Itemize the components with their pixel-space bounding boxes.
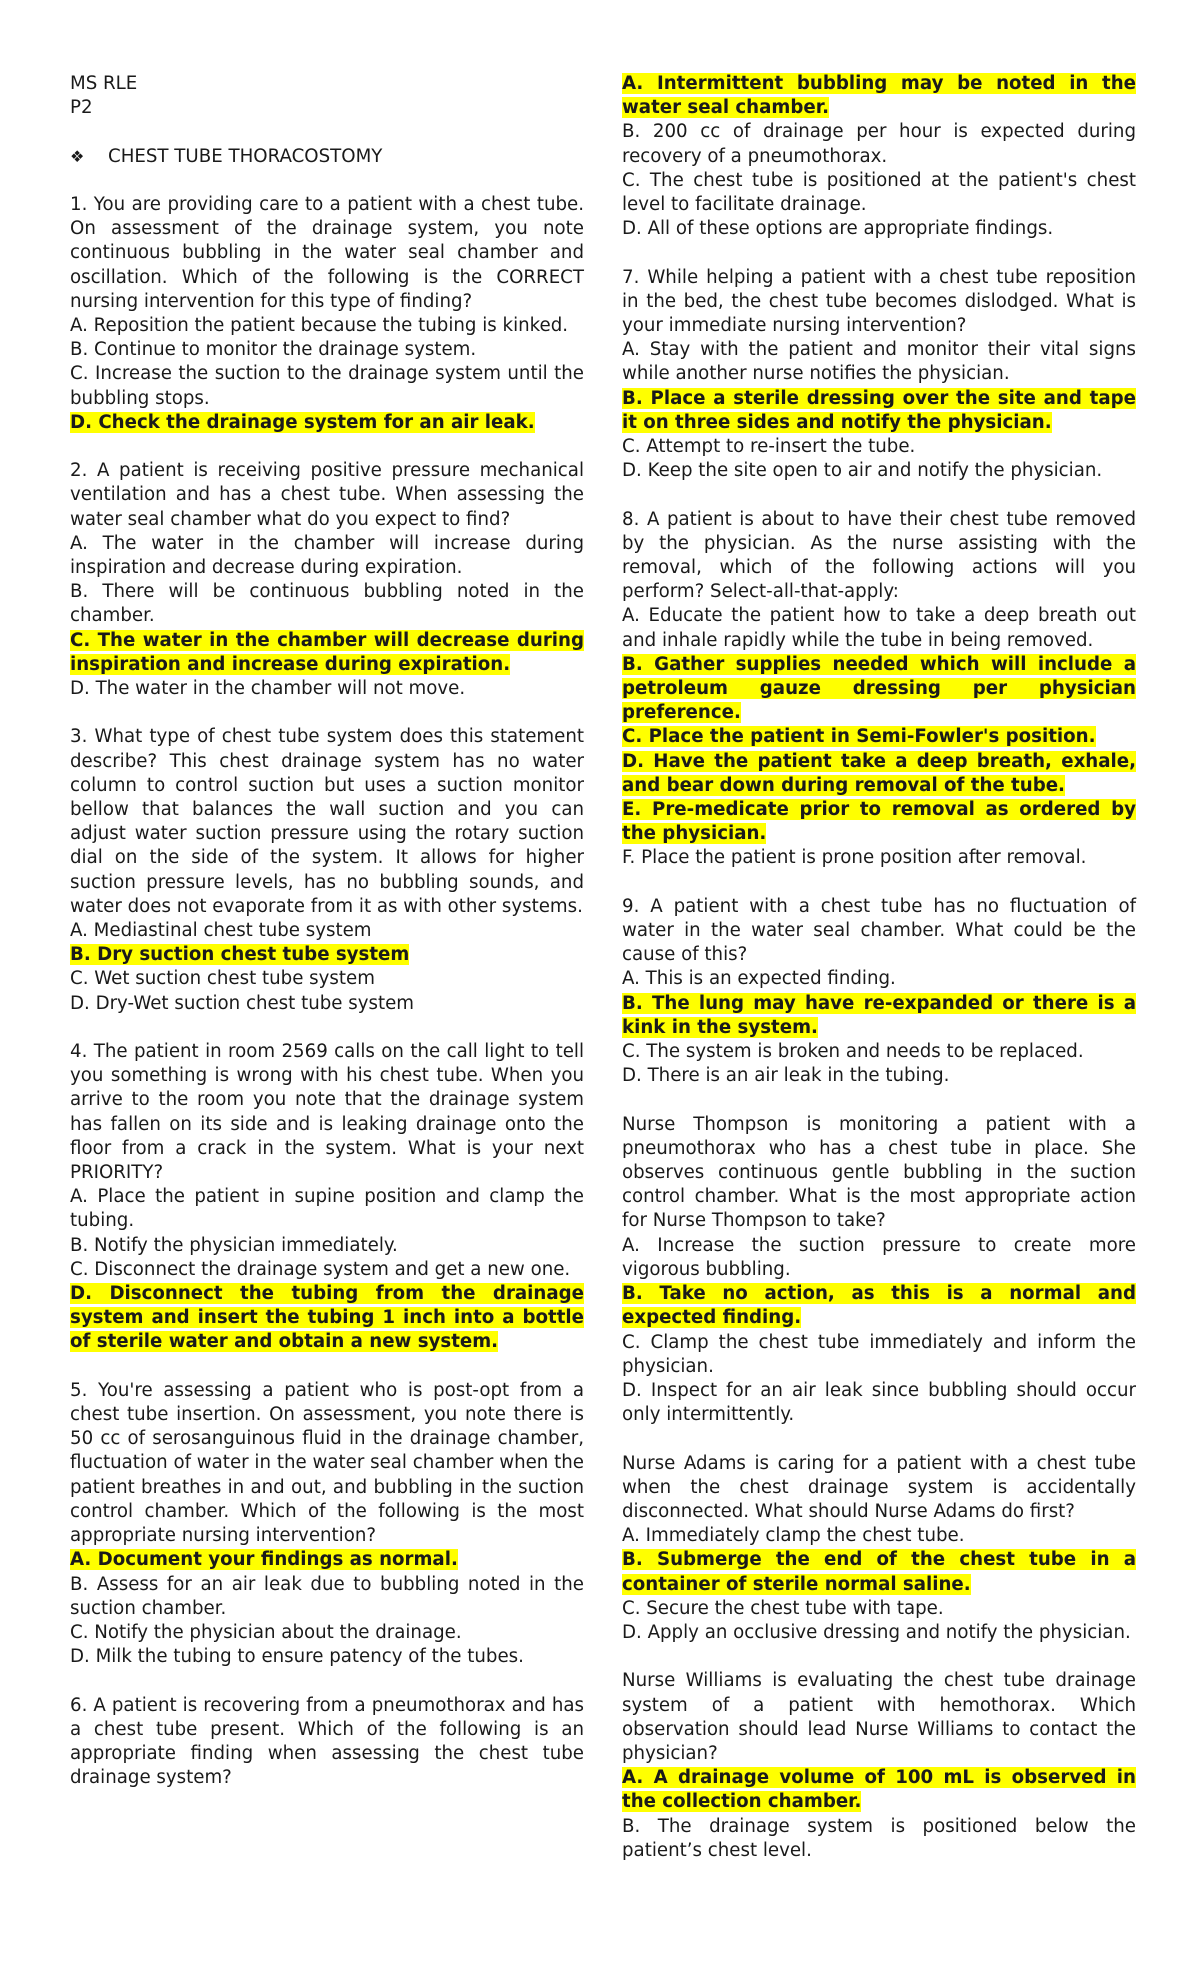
answer-option: A. Reposition the patient because the tubing is kinked. — [70, 315, 569, 336]
correct-answer-option: A. Intermittent bubbling may be noted in the water seal chamber. — [622, 73, 1136, 119]
question-adams — [622, 1452, 1136, 1646]
correct-answer-option: D. Disconnect the tubing from the drainage system and insert the tubing 1 inch into a bottle of sterile water and obtain a new system. — [70, 1283, 584, 1353]
question-thompson — [622, 1113, 1136, 1428]
section-title: CHEST TUBE THORACOSTOMY — [108, 145, 383, 167]
answer-option: C. Wet suction chest tube system — [70, 968, 375, 990]
answer-option: A. Increase the suction pressure to create more vigorous bubbling. — [622, 1234, 1136, 1280]
answer-option: C. The system is broken and needs to be replaced. — [622, 1041, 1084, 1063]
answer-option: A. Immediately clamp the chest tube. — [622, 1525, 965, 1547]
question-stem: 8. A patient is about to have their chest tube removed by the physician. As the nurse assisting with the removal, which of the following actions will you perform? Select-all-that-apply: — [622, 508, 1136, 603]
question-9 — [622, 895, 1136, 1089]
question-stem: 5. You're assessing a patient who is post-opt from a chest tube insertion. On assessment, you note there is 50 cc of serosanguinous fluid in the drainage chamber, fluctuation of water in the water seal chamber when the patient breathes in and out, and bubbling in the suction control chamber. Which of the following is the most appropriate nursing intervention? — [70, 1379, 584, 1547]
question-2 — [70, 459, 584, 701]
correct-answer-option: A. Document your findings as normal. — [70, 1549, 458, 1571]
question-stem: Nurse Thompson is monitoring a patient with a pneumothorax who has a chest tube in place. She observes continuous gentle bubbling in the suction control chamber. What is the most appropriate action for Nurse Thompson to take? — [622, 1113, 1136, 1232]
correct-answer-option: E. Pre-medicate prior to removal as ordered by the physician. — [622, 799, 1136, 845]
question-stem: 4. The patient in room 2569 calls on the call light to tell you something is wrong with his chest tube. When you arrive to the room you note that the drainage system has fallen on its side and is leaking drainage onto the floor from a crack in the system. What is your next PRIORITY? — [70, 1041, 584, 1184]
question-6-options — [622, 72, 1136, 241]
answer-option: B. Continue to monitor the drainage system. — [70, 339, 477, 361]
correct-answer-option: B. The lung may have re-expanded or there is a kink in the system. — [622, 992, 1136, 1038]
correct-answer-option: B. Place a sterile dressing over the site and tape it on three sides and notify the physician. — [622, 387, 1136, 433]
left-column — [70, 72, 584, 1790]
answer-option: C. Disconnect the drainage system and get a new one. — [70, 1258, 571, 1280]
correct-answer-option: B. Dry suction chest tube system — [70, 944, 410, 966]
answer-option: A. Educate the patient how to take a deep breath out and inhale rapidly while the tube in being removed. — [622, 605, 1136, 651]
answer-option: C. Clamp the chest tube immediately and inform the physician. — [622, 1331, 1136, 1377]
answer-option: B. Notify the physician immediately. — [70, 1234, 398, 1256]
question-williams — [622, 1669, 1136, 1863]
correct-answer-option: B. Gather supplies needed which will include a petroleum gauze dressing per physician preference. — [622, 653, 1136, 724]
course-code: MS RLE — [70, 73, 138, 94]
answer-option: B. The drainage system is positioned below the patient’s chest level. — [622, 1815, 1136, 1861]
answer-option: A. Mediastinal chest tube system — [70, 920, 372, 942]
question-stem: 3. What type of chest tube system does this statement describe? This chest drainage system has no water column to control suction but uses a suction monitor bellow that balances the wall suction and you can adjust water suction pressure using the rotary suction dial on the side of the system. It allows for higher suction pressure levels, has no bubbling sounds, and water does not evaporate from it as with other systems. — [70, 726, 584, 917]
four-diamond-bullet-icon: ❖ — [70, 146, 85, 166]
answer-option: D. Apply an occlusive dressing and notify the physician. — [622, 1621, 1131, 1643]
answer-option: D. Inspect for an air leak since bubbling should occur only intermittently. — [622, 1379, 1136, 1426]
correct-answer-option: C. The water in the chamber will decrease during inspiration and increase during expiration. — [70, 629, 584, 675]
answer-option: F. Place the patient is prone position after removal. — [622, 847, 1087, 869]
question-7 — [622, 266, 1136, 484]
answer-option: B. There will be continuous bubbling noted in the chamber. — [70, 581, 584, 627]
question-stem: 6. A patient is recovering from a pneumothorax and has a chest tube present. Which of the following is an appropriate finding when assessing the chest tube drainage system? — [70, 1694, 584, 1789]
answer-option: C. Notify the physician about the drainage. — [70, 1621, 462, 1643]
question-8 — [622, 508, 1136, 871]
answer-option: B. Assess for an air leak due to bubbling noted in the suction chamber. — [70, 1573, 584, 1619]
section-heading — [70, 145, 584, 169]
answer-option: B. 200 cc of drainage per hour is expected during recovery of a pneumothorax. — [622, 121, 1136, 167]
question-stem: Nurse Adams is caring for a patient with a chest tube when the chest drainage system is accidentally disconnected. What should Nurse Adams do first? — [622, 1452, 1136, 1522]
answer-option: D. All of these options are appropriate findings. — [622, 218, 1054, 240]
answer-option: C. Secure the chest tube with tape. — [622, 1597, 944, 1619]
answer-option: A. Place the patient in supine position and clamp the tubing. — [70, 1186, 584, 1232]
answer-option: C. Increase the suction to the drainage system until the bubbling stops. — [70, 363, 584, 409]
question-stem: 7. While helping a patient with a chest tube reposition in the bed, the chest tube becomes dislodged. What is your immediate nursing intervention? — [622, 266, 1136, 337]
answer-option: A. The water in the chamber will increase during inspiration and decrease during expiration. — [70, 532, 584, 579]
correct-answer-option: B. Submerge the end of the chest tube in a container of sterile normal saline. — [622, 1549, 1136, 1595]
correct-answer-option: D. Have the patient take a deep breath, exhale, and bear down during removal of the tube. — [622, 750, 1136, 796]
question-stem: Nurse Williams is evaluating the chest tube drainage system of a patient with hemothorax. Which observation should lead Nurse Williams to contact the physician? — [622, 1670, 1136, 1764]
answer-option: A. Stay with the patient and monitor their vital signs while another nurse notifies the physician. — [622, 339, 1136, 385]
question-3 — [70, 725, 584, 1015]
question-6 — [70, 1694, 584, 1791]
question-stem: 2. A patient is receiving positive pressure mechanical ventilation and has a chest tube. When assessing the water seal chamber what do you expect to find? — [70, 460, 584, 530]
correct-answer-option: C. Place the patient in Semi-Fowler's position. — [622, 726, 1096, 748]
question-stem: 1. You are providing care to a patient with a chest tube. On assessment of the drainage system, you note continuous bubbling in the water seal chamber and oscillation. Which of the following is the CORRECT nursing intervention for this type of finding? — [70, 193, 584, 312]
right-column — [622, 72, 1136, 1863]
answer-option: C. Attempt to re-insert the tube. — [622, 436, 916, 458]
correct-answer-option: D. Check the drainage system for an air leak. — [70, 411, 535, 433]
question-1 — [70, 193, 584, 435]
answer-option: D. The water in the chamber will not move. — [70, 678, 466, 700]
question-4 — [70, 1040, 584, 1355]
answer-option: D. Keep the site open to air and notify the physician. — [622, 460, 1103, 482]
answer-option: D. Milk the tubing to ensure patency of the tubes. — [70, 1646, 524, 1668]
answer-option: D. There is an air leak in the tubing. — [622, 1065, 950, 1087]
answer-option: C. The chest tube is positioned at the patient's chest level to facilitate drainage. — [622, 169, 1136, 216]
question-5 — [70, 1379, 584, 1669]
answer-option: D. Dry-Wet suction chest tube system — [70, 992, 414, 1014]
part-label: P2 — [70, 97, 93, 119]
question-stem: 9. A patient with a chest tube has no fluctuation of water in the water seal chamber. What could be the cause of this? — [622, 895, 1136, 966]
correct-answer-option: B. Take no action, as this is a normal and expected finding. — [622, 1283, 1136, 1329]
answer-option: A. This is an expected finding. — [622, 968, 896, 990]
correct-answer-option: A. A drainage volume of 100 mL is observed in the collection chamber. — [622, 1767, 1136, 1813]
